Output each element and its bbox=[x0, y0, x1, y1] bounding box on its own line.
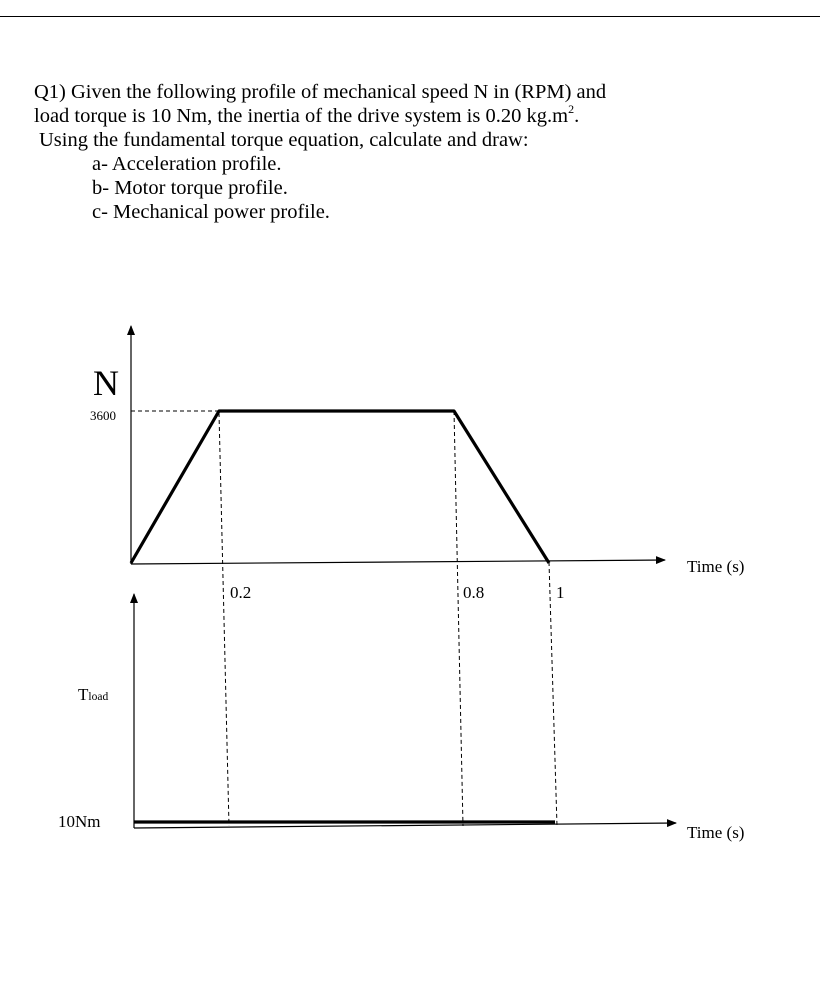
squared-superscript: 2 bbox=[568, 102, 575, 117]
torque-axis-label-main: T bbox=[78, 685, 89, 704]
task-item-c: c- Mechanical power profile. bbox=[92, 201, 330, 223]
time-guide-0-2 bbox=[219, 413, 229, 826]
speed-axis-label: N bbox=[93, 363, 119, 403]
time-guide-0-8 bbox=[454, 411, 463, 826]
speed-profile-line bbox=[131, 411, 549, 563]
task-item-a: a- Acceleration profile. bbox=[92, 153, 282, 175]
speed-x-axis-label: Time (s) bbox=[687, 557, 745, 576]
question-line-2-end: . bbox=[574, 105, 580, 127]
torque-x-axis bbox=[134, 823, 676, 828]
time-tick-0-8: 0.8 bbox=[463, 583, 485, 602]
question-line-3: Using the fundamental torque equation, calculate and draw: bbox=[39, 129, 529, 151]
speed-tick-3600: 3600 bbox=[90, 408, 116, 423]
question-line-2-text: load torque is 10 Nm, the inertia of the drive system is 0.20 kg.m bbox=[34, 105, 569, 127]
torque-tick-10nm: 10Nm bbox=[58, 812, 101, 831]
time-tick-0-2: 0.2 bbox=[230, 583, 252, 602]
question-line-1: Q1) Given the following profile of mechanical speed N in (RPM) and bbox=[34, 81, 607, 103]
speed-x-axis bbox=[131, 560, 665, 564]
torque-axis-label-sub: load bbox=[88, 691, 109, 703]
torque-x-axis-label: Time (s) bbox=[687, 823, 745, 842]
task-item-b: b- Motor torque profile. bbox=[92, 177, 288, 199]
torque-axis-label bbox=[78, 685, 108, 704]
time-tick-1: 1 bbox=[556, 583, 565, 602]
